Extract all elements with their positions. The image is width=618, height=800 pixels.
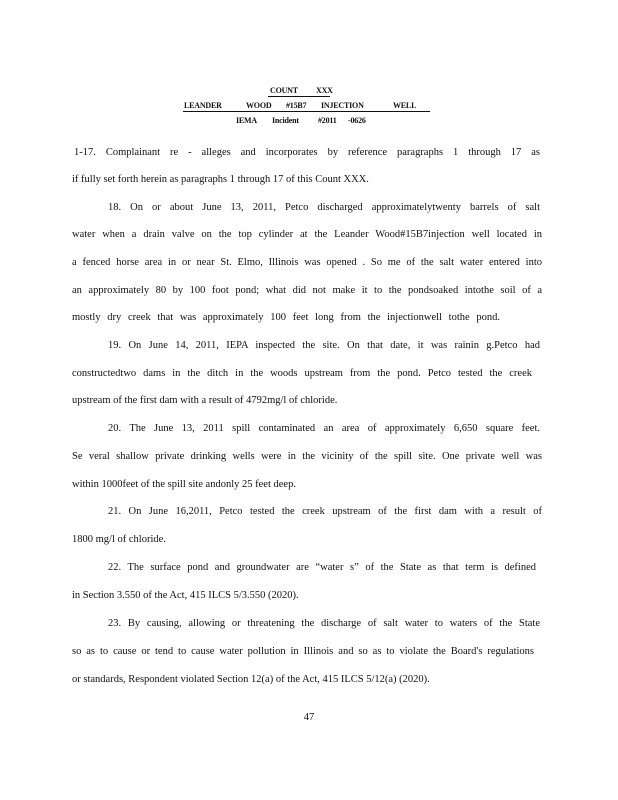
para-18-line-5: mostly dry creek that was approximately 100 feet long from the injectionwell tothe pond. — [72, 312, 500, 323]
header-year: #2011 — [318, 116, 337, 125]
para-18-line-1: 18. On or about June 13, 2011, Petco discharged approximatelytwenty barrels of salt — [108, 202, 540, 213]
header-iema: IEMA — [236, 116, 257, 125]
header-incident: Incident — [272, 116, 299, 125]
para-1-17-line-2: if fully set forth herein as paragraphs 1 through 17 of this Count XXX. — [72, 174, 369, 185]
header-well-number: #15B7 — [286, 101, 307, 110]
header-rule-2 — [183, 111, 430, 112]
para-18-line-2: water when a drain valve on the top cylinder at the Leander Wood#15B7injection well located in — [72, 229, 542, 240]
para-22-line-1: 22. The surface pond and groundwater are “water s” of the State as that term is defined — [108, 562, 536, 573]
page-number: 47 — [303, 712, 315, 723]
header-incident-number: -0626 — [348, 116, 366, 125]
para-20-line-3: within 1000feet of the spill site andonly 25 feet deep. — [72, 479, 296, 490]
header-rule-1 — [268, 96, 330, 97]
header-count: COUNT — [270, 86, 298, 95]
header-injection: INJECTION — [321, 101, 364, 110]
para-23-line-2: so as to cause or tend to cause water pollution in Illinois and so as to violate the Board's regulations — [72, 646, 534, 657]
para-18-line-4: an approximately 80 by 100 foot pond; what did not make it to the pondsoaked intothe soil of a — [72, 285, 542, 296]
para-18-line-3: a fenced horse area in or near St. Elmo, Illinois was opened . So me of the salt water entered into — [72, 257, 542, 268]
para-21-line-1: 21. On June 16,2011, Petco tested the creek upstream of the first dam with a result of — [108, 506, 542, 517]
para-19-line-3: upstream of the first dam with a result of 4792mg/l of chloride. — [72, 395, 338, 406]
para-20-line-1: 20. The June 13, 2011 spill contaminated an area of approximately 6,650 square feet. — [108, 423, 540, 434]
para-22-line-2: in Section 3.550 of the Act, 415 ILCS 5/3.550 (2020). — [72, 590, 299, 601]
para-23-line-3: or standards, Respondent violated Section 12(a) of the Act, 415 ILCS 5/12(a) (2020). — [72, 674, 430, 685]
header-count-number: XXX — [316, 86, 333, 95]
header-leander: LEANDER — [184, 101, 222, 110]
para-19-line-2: constructedtwo dams in the ditch in the woods upstream from the pond. Petco tested the creek — [72, 368, 532, 379]
para-1-17-line-1: 1-17. Complainant re - alleges and incorporates by reference paragraphs 1 through 17 as — [74, 147, 540, 158]
para-19-line-1: 19. On June 14, 2011, IEPA inspected the site. On that date, it was rainin g.Petco had — [108, 340, 540, 351]
para-23-line-1: 23. By causing, allowing or threatening the discharge of salt water to waters of the State — [108, 618, 540, 629]
header-well: WELL — [393, 101, 417, 110]
para-21-line-2: 1800 mg/l of chloride. — [72, 534, 166, 545]
header-wood: WOOD — [246, 101, 272, 110]
para-20-line-2: Se veral shallow private drinking wells were in the vicinity of the spill site. One private well was — [72, 451, 542, 462]
